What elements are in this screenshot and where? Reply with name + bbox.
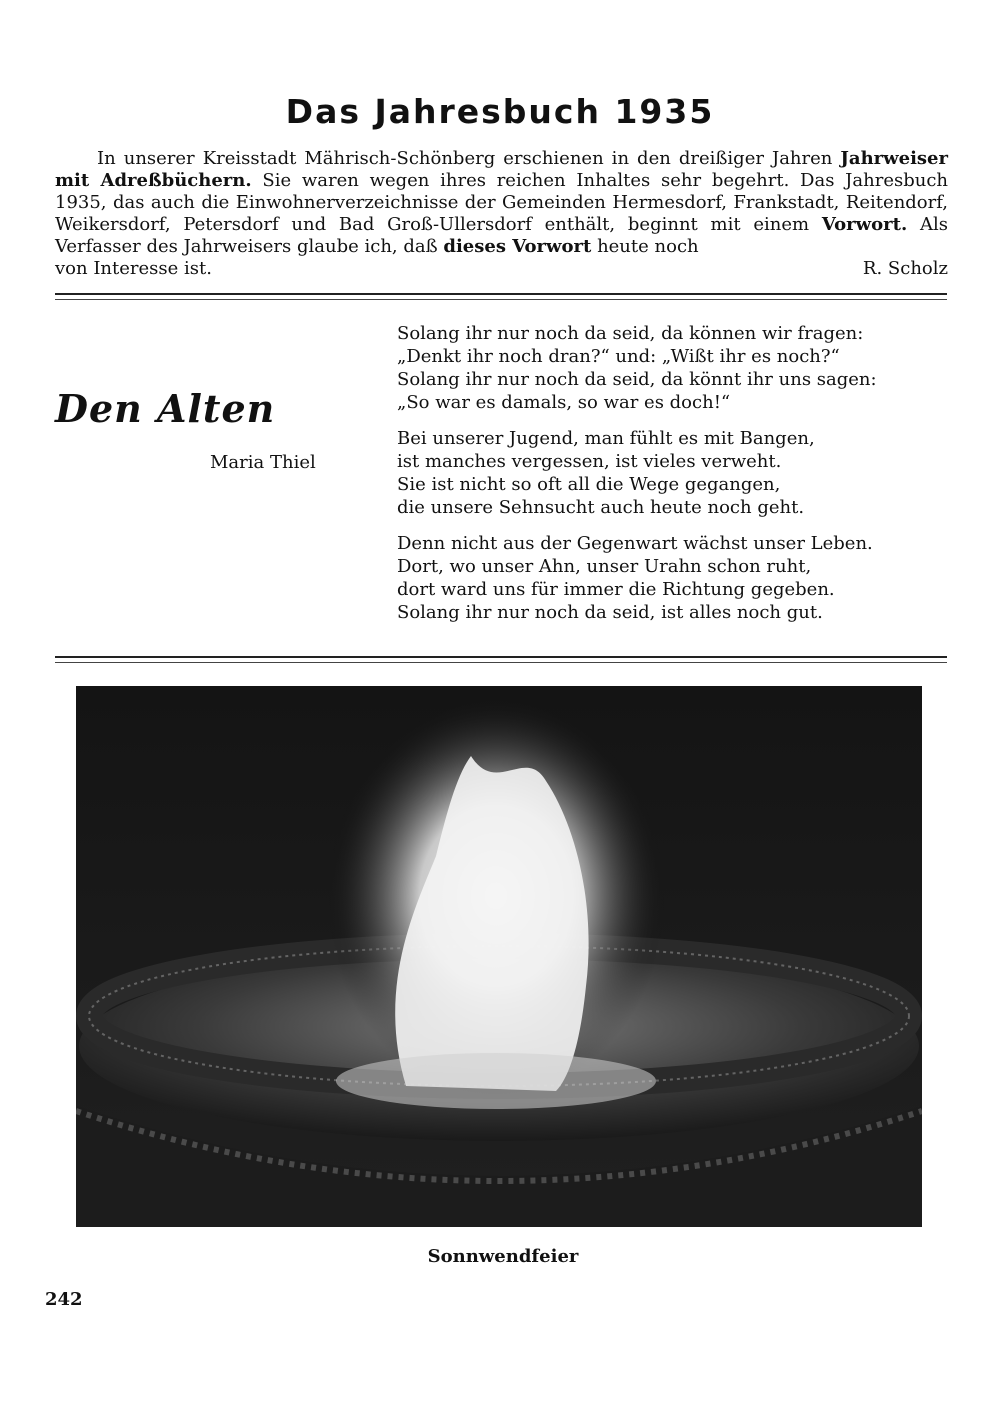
- intro-text-1: In unserer Kreisstadt Mährisch-Schönberg erschienen in den dreißiger Jahren: [97, 148, 841, 169]
- poem-line: Denn nicht aus der Gegenwart wächst unser Leben.: [397, 533, 873, 554]
- article-title: Das Jahresbuch 1935: [285, 92, 715, 131]
- page-number: 242: [45, 1289, 83, 1310]
- poem-line: Solang ihr nur noch da seid, da könnt ihr uns sagen:: [397, 369, 877, 390]
- poem-line: „So war es damals, so war es doch!“: [397, 392, 731, 413]
- intro-paragraph: [55, 148, 948, 280]
- poem-body: [397, 322, 957, 637]
- poem-line: ist manches vergessen, ist vieles verweht.: [397, 451, 782, 472]
- poem-line: die unsere Sehnsucht auch heute noch geht.: [397, 497, 805, 518]
- author-signature: R. Scholz: [862, 258, 948, 279]
- divider-top: [55, 293, 947, 300]
- poem-line: Solang ihr nur noch da seid, da können wir fragen:: [397, 323, 864, 344]
- poem-line: dort ward uns für immer die Richtung gegeben.: [397, 579, 835, 600]
- bonfire-photo: [76, 686, 922, 1227]
- poem-author: Maria Thiel: [210, 452, 316, 473]
- stanza-1: [397, 322, 957, 414]
- poem-line: Dort, wo unser Ahn, unser Urahn schon ruht,: [397, 556, 812, 577]
- intro-last-line: von Interesse ist.: [55, 258, 212, 279]
- poem-line: Bei unserer Jugend, man fühlt es mit Bangen,: [397, 428, 815, 449]
- intro-bold-3: dieses Vorwort: [443, 236, 592, 257]
- poem-title: Den Alten: [55, 386, 276, 431]
- intro-closing-line: [55, 258, 948, 280]
- intro-bold-1: Jahrweiser mit Adreßbüchern.: [55, 148, 948, 191]
- intro-text-4: heute noch: [591, 236, 699, 257]
- intro-text-2: Sie waren wegen ihres reichen Inhaltes sehr begehrt. Das Jahresbuch 1935, das auch die Einwohnerverzeichnisse der Gemeinden Hermesdorf, Frankstadt, Reitendorf, Weikersdorf, Petersdorf und Bad Groß-Ullersdorf enthält, beginnt mit einem: [55, 170, 948, 235]
- poem-line: „Denkt ihr noch dran?“ und: „Wißt ihr es noch?“: [397, 346, 840, 367]
- poem-line: Sie ist nicht so oft all die Wege gegangen,: [397, 474, 781, 495]
- intro-text-3: Als Verfasser des Jahrweisers glaube ich, daß: [55, 214, 948, 257]
- stanza-2: [397, 427, 957, 519]
- divider-bottom: [55, 656, 947, 663]
- stanza-3: [397, 532, 957, 624]
- intro-bold-2: Vorwort.: [821, 214, 908, 235]
- bonfire-illustration: [76, 686, 922, 1227]
- poem-line: Solang ihr nur noch da seid, ist alles noch gut.: [397, 602, 823, 623]
- photo-caption: Sonnwendfeier: [427, 1246, 579, 1267]
